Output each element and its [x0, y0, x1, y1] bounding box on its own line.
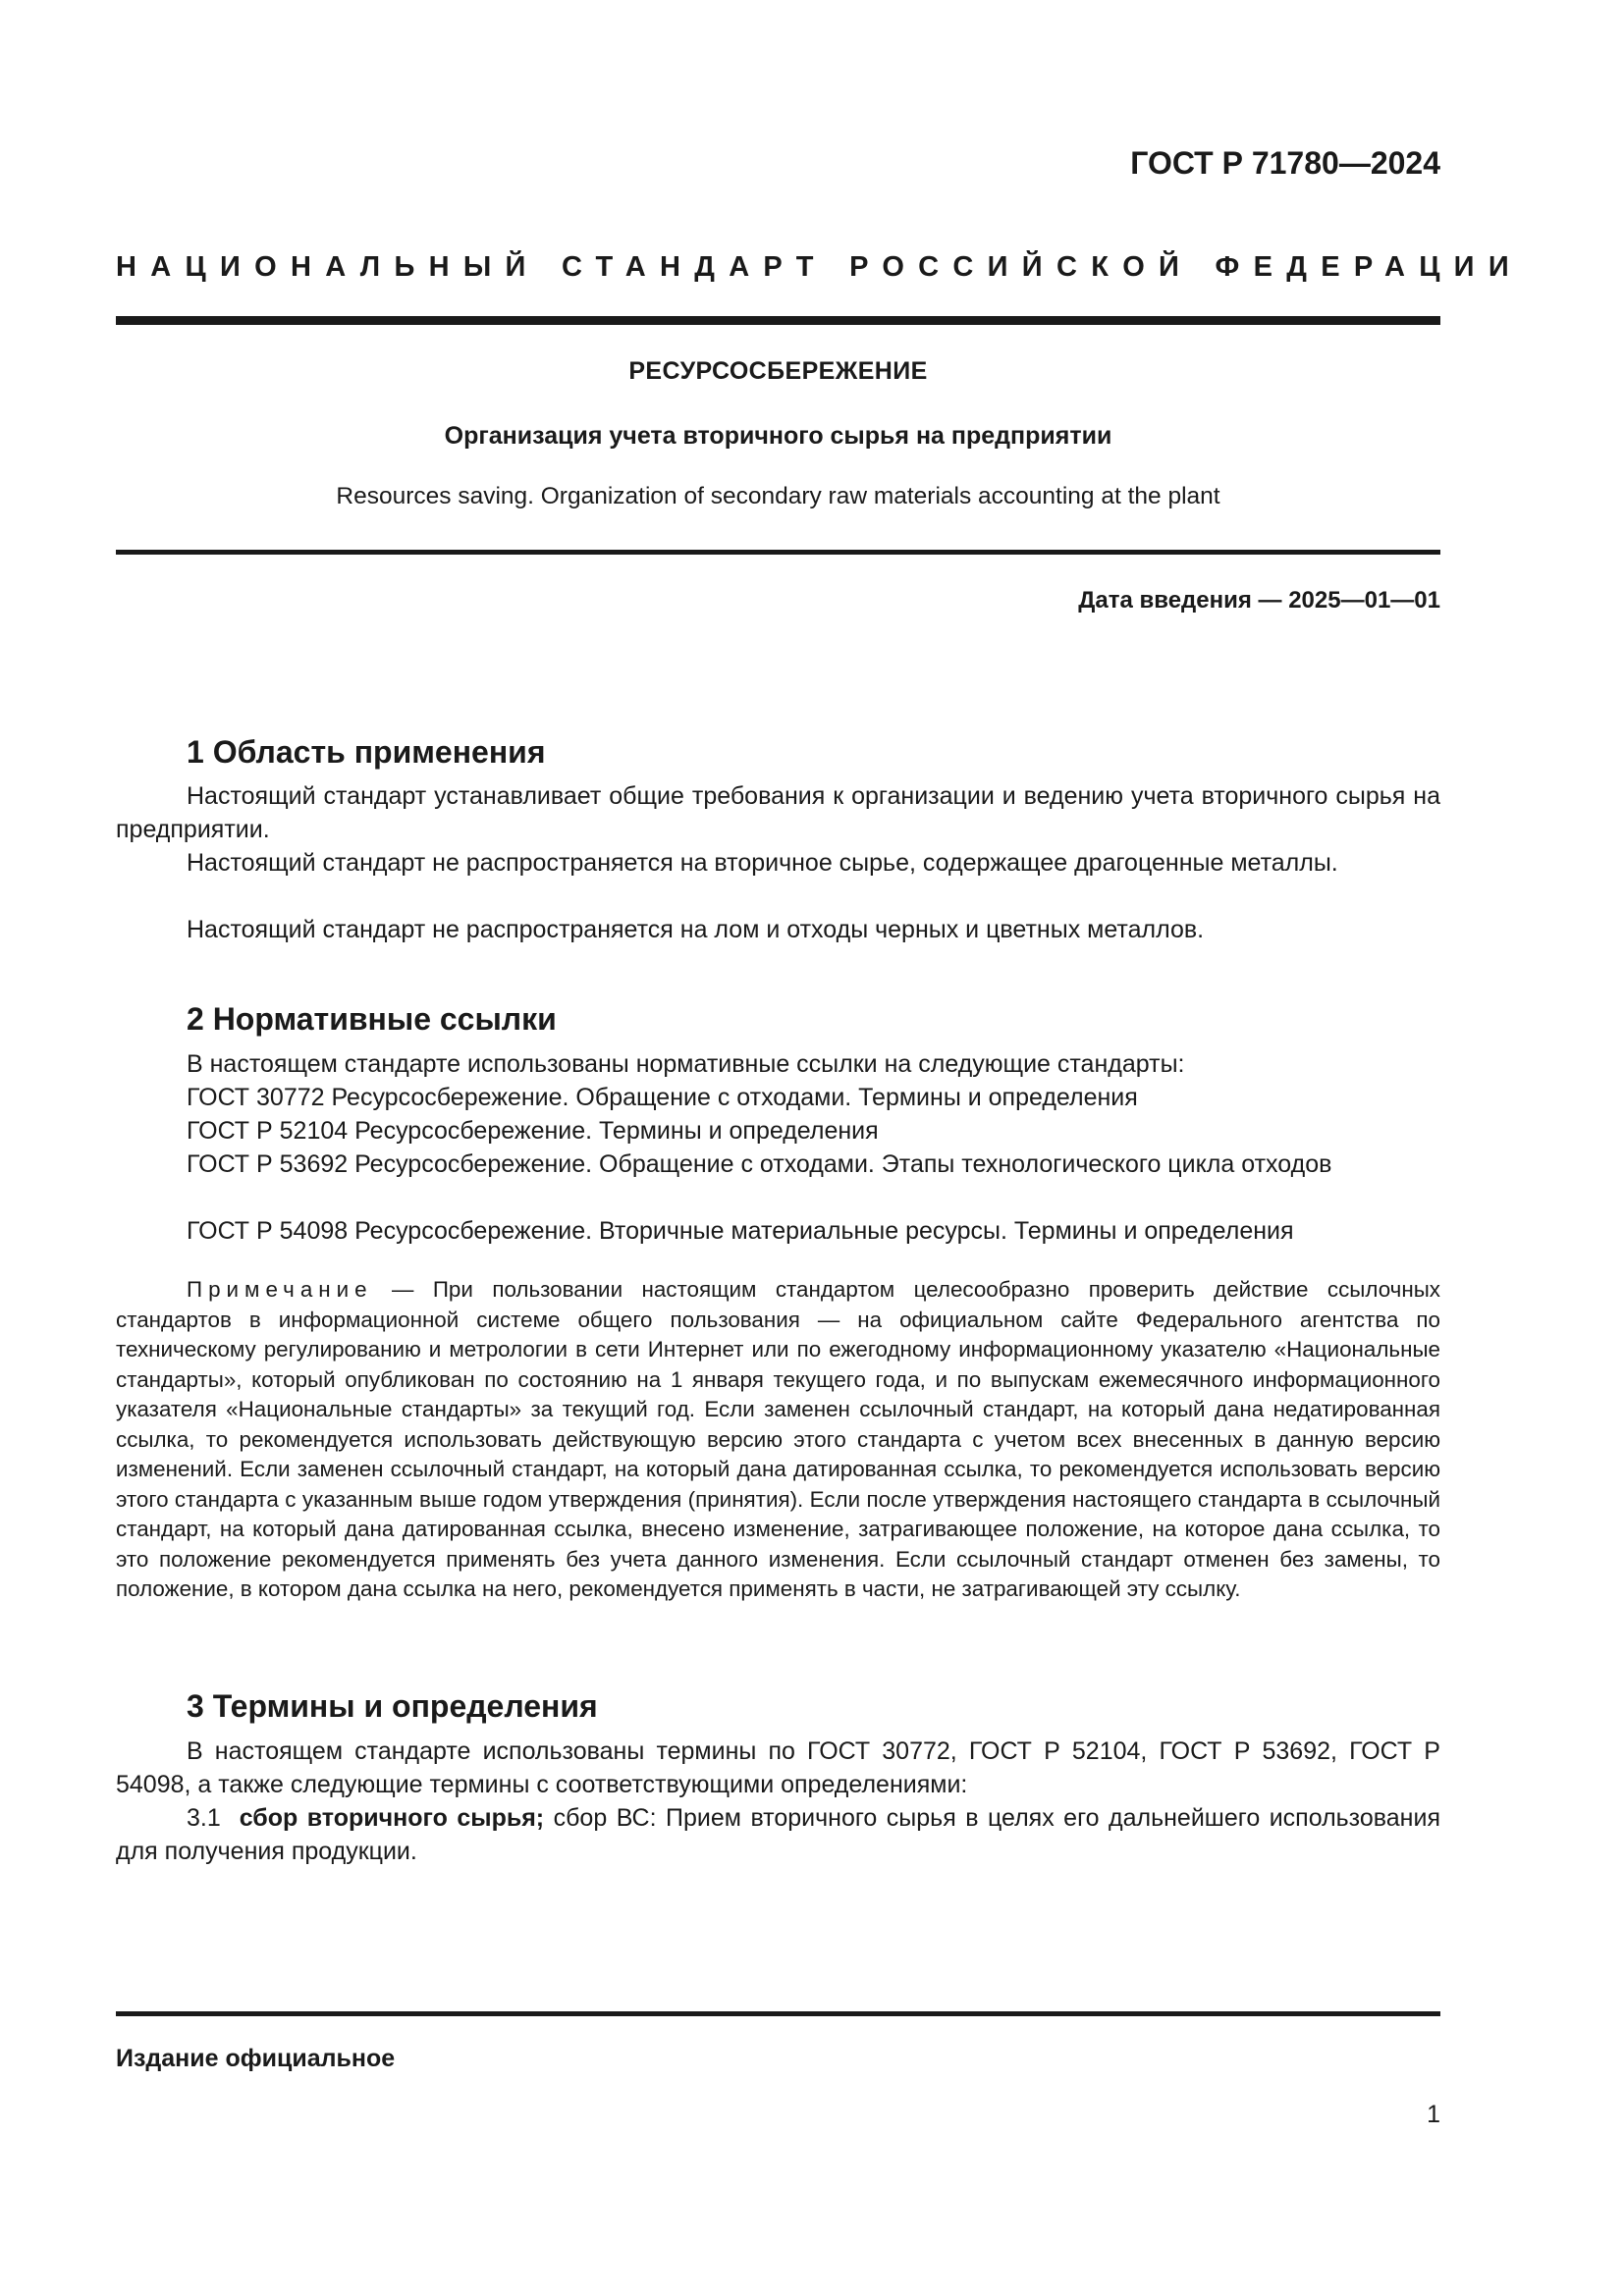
header-divider — [116, 316, 1440, 325]
official-edition-label: Издание официальное — [116, 2045, 396, 2072]
section-1-paragraph-3: Настоящий стандарт не распространяется на лом и отходы черных и цветных металлов. — [187, 916, 1205, 943]
section-2-note — [116, 1275, 1440, 1605]
section-2-heading: 2 Нормативные ссылки — [187, 1001, 557, 1037]
section-2-intro: В настоящем стандарте использованы нормативные ссылки на следующие стандарты: — [187, 1050, 1185, 1078]
term-3-1 — [116, 1801, 1440, 1868]
national-standard-title: НАЦИОНАЛЬНЫЙ СТАНДАРТ РОССИЙСКОЙ ФЕДЕРАЦИИ — [116, 251, 1523, 283]
document-subtitle: Организация учета вторичного сырья на предприятии — [444, 422, 1112, 450]
reference-gost-r-52104: ГОСТ Р 52104 Ресурсосбережение. Термины и определения — [187, 1117, 879, 1145]
term-name: сбор вторичного сырья; — [239, 1804, 545, 1832]
title-divider — [116, 550, 1440, 555]
note-label: Примечание — [187, 1277, 373, 1302]
reference-gost-r-54098: ГОСТ Р 54098 Ресурсосбережение. Вторичные материальные ресурсы. Термины и определения — [187, 1217, 1294, 1245]
term-number: 3.1 — [187, 1804, 221, 1832]
section-3-intro: В настоящем стандарте использованы термины по ГОСТ 30772, ГОСТ Р 52104, ГОСТ Р 53692, ГОСТ Р 54098, а также следующие термины с соответствующими определениями: — [116, 1737, 1440, 1798]
note-text: — При пользовании настоящим стандартом целесообразно проверить действие ссылочных стандартов в информационной системе общего пользования — на официальном сайте Федерального агентства по техническому регулированию и метрологии в сети Интернет или по ежегодному информационному указателю «Национальные стандарты», который опубликован по состоянию на 1 января текущего года, и по выпускам ежемесячного информационного указателя «Национальные стандарты» за текущий год. Если заменен ссылочный стандарт, на который дана недатированная ссылка, то рекомендуется использовать действующую версию этого стандарта с учетом всех внесенных в данную версию изменений. Если заменен ссылочный стандарт, на который дана датированная ссылка, то рекомендуется использовать версию этого стандарта с указанным выше годом утверждения (принятия). Если после утверждения настоящего стандарта в ссылочный стандарт, на который дана датированная ссылка, внесено изменение, затрагивающее положение, на которое дана ссылка, то это положение рекомендуется применять без учета данного изменения. Если ссылочный стандарт отменен без замены, то положение, в котором дана ссылка на него, рекомендуется применять в части, не затрагивающей эту ссылку. — [116, 1277, 1440, 1601]
footer-divider — [116, 2011, 1440, 2016]
section-3-heading: 3 Термины и определения — [187, 1688, 598, 1724]
section-1-paragraph-1: Настоящий стандарт устанавливает общие требования к организации и ведению учета вторичного сырья на предприятии. — [116, 782, 1440, 843]
document-number: ГОСТ Р 71780—2024 — [1130, 145, 1440, 181]
document-title: РЕСУРСОСБЕРЕЖЕНИЕ — [628, 357, 928, 385]
reference-gost-30772: ГОСТ 30772 Ресурсосбережение. Обращение с отходами. Термины и определения — [187, 1084, 1138, 1111]
reference-gost-r-53692: ГОСТ Р 53692 Ресурсосбережение. Обращение с отходами. Этапы технологического цикла отходов — [187, 1150, 1332, 1178]
term-definition: сбор ВС: Прием вторичного сырья в целях его дальнейшего использования для получения продукции. — [116, 1804, 1440, 1865]
section-1-paragraph-2: Настоящий стандарт не распространяется на вторичное сырье, содержащее драгоценные металлы. — [187, 849, 1338, 877]
document-title-english: Resources saving. Organization of secondary raw materials accounting at the plant — [336, 483, 1220, 509]
introduction-date: Дата введения — 2025—01—01 — [1078, 587, 1440, 614]
section-1-heading: 1 Область применения — [187, 734, 546, 770]
page-number: 1 — [1427, 2101, 1440, 2128]
